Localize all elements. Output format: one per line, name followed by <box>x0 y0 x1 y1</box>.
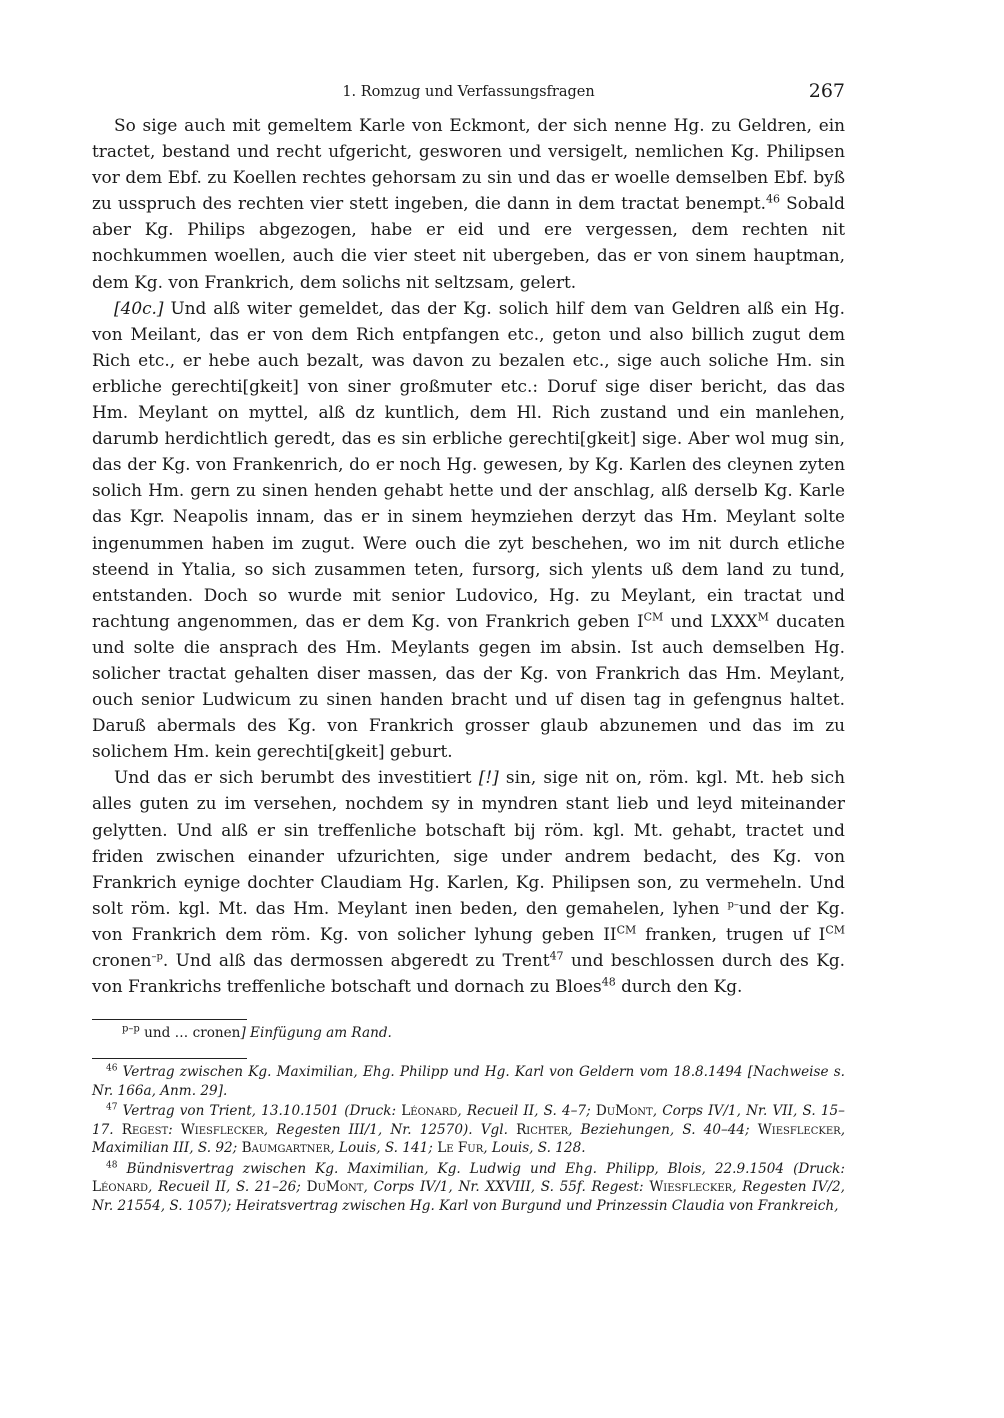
footnote-text: , Corps IV/1, Nr. XXVIII, S. 55f. Regest: <box>363 1179 650 1196</box>
footnote-text: , Louis, S. 141; <box>330 1140 438 1157</box>
sic-marker: [!] <box>478 767 499 788</box>
footnote-text: Vertrag von Trient, 13.10.1501 (Druck: <box>122 1103 402 1120</box>
folio-reference: [40c.] <box>114 297 164 318</box>
superscript: CM <box>643 610 664 624</box>
footnote-text: , Recueil II, S. 4–7; <box>457 1103 596 1120</box>
paragraph-1 <box>92 112 845 295</box>
footnote-ref-48[interactable]: 48 <box>601 975 616 989</box>
footnote-48 <box>92 1160 845 1216</box>
author-name: Léonard <box>92 1179 149 1196</box>
apparatus-note: ] Einfügung am Rand. <box>240 1025 392 1042</box>
author-name: Wiesflecker <box>649 1179 733 1196</box>
footnote-text: , Corps IV/1, Nr. VII, S. 15–17. <box>92 1103 845 1138</box>
footnote-text: , Regesten III/1, Nr. 12570). Vgl. <box>263 1121 517 1138</box>
text-run: ducaten und solte die ansprach des Hm. Meylants gegen im absin. Ist auch demselben Hg. solicher tractat gehalten diser massen, das der Kg. von Frankrich das Hm. Meylant, ouch senior Ludwicum zu sinen handen bracht und uf disen tag in gefengnus haltet. Daruß abermals des Kg. von Frankrich grosser glaub abzunemen und das im zu solichem Hm. kein gerechti[gkeit] geburt. <box>92 610 845 762</box>
text-run: So sige auch mit gemeltem Karle von Eckmont, der sich nenne Hg. zu Geldren, ein tractet, bestand und recht ufgericht, gesworen und versigelt, nemlichen Kg. Philipsen vor dem Ebf. zu Koellen rechtes gehorsam zu sin und das er woelle demselben Ebf. byß zu usspruch des rechten vier stett ingeben, die dann in dem tractat benempt. <box>92 115 845 214</box>
author-name: Baumgartner <box>241 1140 331 1157</box>
text-run: und der Kg. von Frankrich dem röm. Kg. von solicher lyhung geben II <box>92 897 845 944</box>
footnote-number: 46 <box>106 1063 118 1074</box>
superscript: CM <box>825 923 845 937</box>
footnote-text: Bündnisvertrag zwischen Kg. Maximilian, Kg. Ludwig und Ehg. Philipp, Blois, 22.9.1504 (Druck: <box>126 1160 845 1177</box>
critical-apparatus <box>92 1024 845 1042</box>
apparatus-mark: p–p <box>122 1023 140 1035</box>
superscript: CM <box>616 923 637 937</box>
page-number: 267 <box>808 80 845 102</box>
author-name: Richter <box>516 1121 569 1138</box>
text-run: Und das er sich berumbt des investitiert <box>114 767 479 788</box>
footnote-text: Vertrag zwischen Kg. Maximilian, Ehg. Philipp und Hg. Karl von Geldern vom 18.8.1494 [Nachweise s. Nr. 166a, Anm. 29]. <box>92 1064 845 1099</box>
regest-label: Regest <box>121 1121 169 1138</box>
text-run: Sobald aber Kg. Philips abgezogen, habe er eid und ere vergessen, dem rechten nit nochkummen woellen, auch die vier steet nit ubergeben, das er von sinem hauptman, dem Kg. von Frankrich, dem solichs nit seltzsam, gelert. <box>92 193 845 292</box>
footnote-text: : <box>168 1121 181 1138</box>
author-name: DuMont <box>306 1179 364 1196</box>
text-run: cronen <box>92 950 152 970</box>
apparatus-mark-close[interactable]: –p <box>151 951 163 963</box>
text-run: und LXXX <box>663 610 758 631</box>
paragraph-2 <box>92 295 845 765</box>
running-head <box>92 78 845 112</box>
author-name: Wiesflecker <box>180 1121 264 1138</box>
footnote-ref-46[interactable]: 46 <box>766 192 781 206</box>
footnote-number: 47 <box>106 1102 118 1113</box>
footnote-text: , Regesten IV/2, Nr. 21554, S. 1057); Heiratsvertrag zwischen Hg. Karl von Burgund und Prinzessin Claudia von Frankreich, <box>92 1179 846 1214</box>
paragraph-3 <box>92 764 845 999</box>
footnote-text: , Maximilian III, S. 92; <box>92 1121 846 1157</box>
author-name: Wiesflecker <box>757 1121 841 1138</box>
apparatus-mark-open[interactable]: p– <box>727 899 739 911</box>
text-run: sin, sige nit on, röm. kgl. Mt. heb sich alles guten zu im versehen, nochdem sy in myndren stant lieb und leyd miteinander gelytten. Und alß er sin treffenliche botschaft bij röm. kgl. Mt. gehabt, tractet und friden zwischen einander ufzurichten, sige under andrem bedacht, des Kg. von Frankrich eynige dochter Claudiam Hg. Karlen, Kg. Philipsen son, zu vermeheln. Und solt röm. kgl. Mt. das Hm. Meylant inen beden, den gemahelen, lyhen <box>92 767 845 918</box>
author-name: DuMont <box>595 1103 653 1120</box>
apparatus-lemma: und … cronen <box>139 1025 241 1042</box>
author-name: Léonard <box>401 1103 458 1120</box>
running-title: 1. Romzug und Verfassungsfragen <box>342 84 595 100</box>
author-name: Le Fur <box>437 1140 484 1157</box>
footnotes <box>92 1063 845 1215</box>
document-page <box>92 78 845 1217</box>
footnote-text: , Louis, S. 128. <box>483 1140 586 1157</box>
footnote-divider <box>92 1058 247 1059</box>
main-text <box>92 112 845 999</box>
apparatus-divider <box>92 1019 247 1020</box>
footnote-46 <box>92 1063 845 1100</box>
text-run: Und alß witer gemeldet, das der Kg. solich hilf dem van Geldren alß ein Hg. von Meilant, das er von dem Rich entpfangen etc., geton und also billich zugut dem Rich etc., er hebe auch bezalt, was davon zu bezalen etc., sige auch soliche Hm. sin erbliche gerechti[gkeit] von siner großmuter etc.: Doruf sige diser bericht, das das Hm. Meylant on myttel, alß dz kuntlich, dem Hl. Rich zustand und ein manlehen, darumb herdichtlich geredt, das es sin erbliche gerechti[gkeit] sige. Aber wol mug sin, das der Kg. von Frankenrich, do er noch Hg. gewesen, by Kg. Karlen des cleynen zyten solich Hm. gern zu sinen henden gehabt hette und der anschlag, alß derselb Kg. Karle das Kgr. Neapolis innam, das er in sinem heymziehen derzyt das Hm. Meylant solte ingenummen haben im zugut. Were ouch die zyt beschehen, wo im nit durch etliche steend in Ytalia, so sich zusammen teten, fursorg, sich ylents uß dem land zu tund, entstanden. Doch so wurde mit senior Ludovico, Hg. zu Meylant, ein tractat und rachtung angenommen, das er dem Kg. von Frankrich geben I <box>92 297 845 631</box>
footnote-text: , Recueil II, S. 21–26; <box>148 1179 307 1196</box>
text-run: franken, trugen uf I <box>636 923 826 944</box>
text-run: und beschlossen durch des Kg. von Frankrichs treffenliche botschaft und dornach zu Bloes <box>92 950 846 997</box>
footnote-text: , Beziehungen, S. 40–44; <box>568 1121 758 1138</box>
footnote-ref-47[interactable]: 47 <box>549 949 564 963</box>
superscript: M <box>757 610 769 624</box>
footnote-47 <box>92 1102 845 1158</box>
text-run: . Und alß das dermossen abgeredt zu Trent <box>162 950 550 970</box>
footnote-number: 48 <box>106 1160 118 1171</box>
text-run: durch den Kg. <box>615 976 743 997</box>
